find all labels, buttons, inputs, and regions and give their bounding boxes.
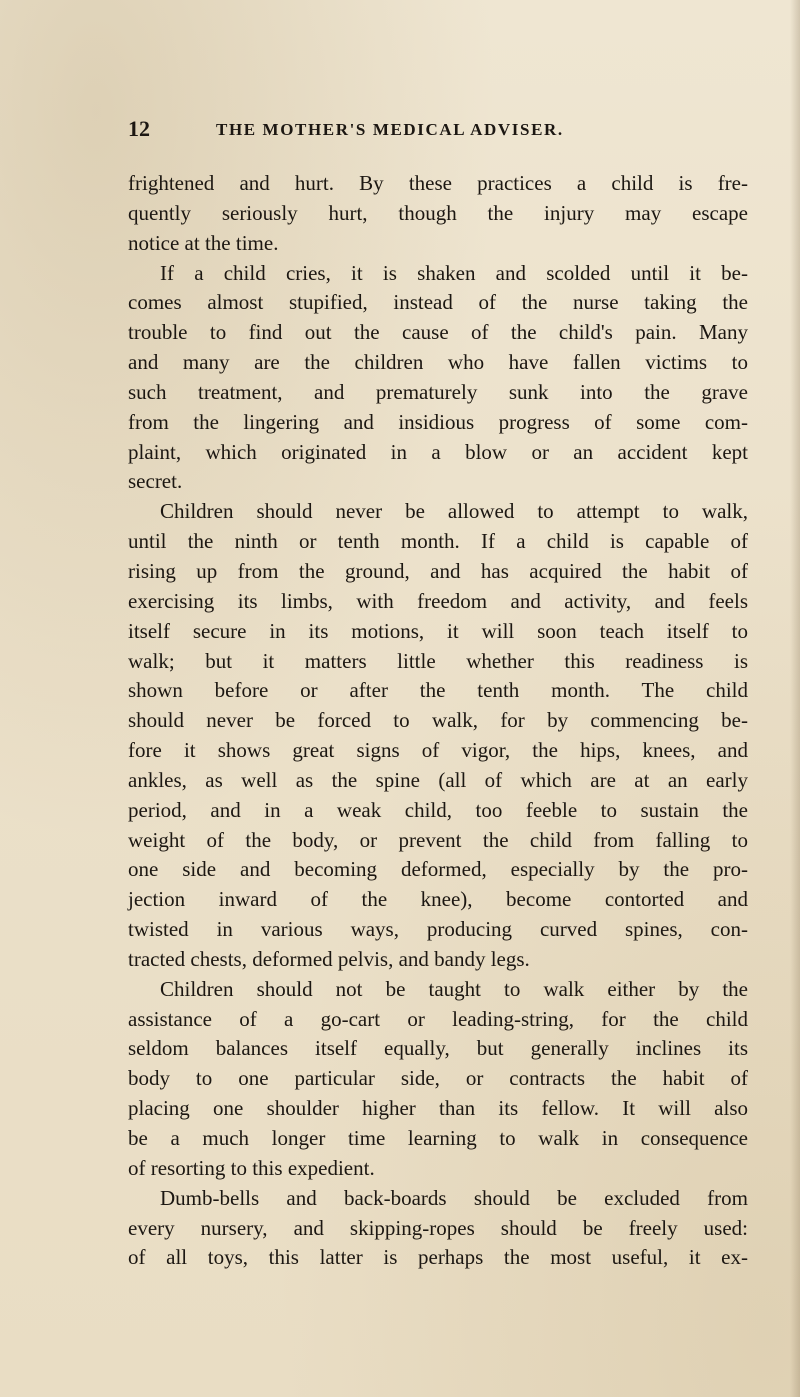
text-line: secret. — [128, 469, 183, 494]
text-line: such treatment, and prematurely sunk into the grave — [128, 379, 748, 404]
text-line: trouble to find out the cause of the child's pain. Many — [128, 320, 748, 345]
text-line: Children should never be allowed to attempt to walk, — [160, 499, 748, 524]
text-line: jection inward of the knee), become contorted and — [128, 887, 748, 912]
text-line: of all toys, this latter is perhaps the most useful, it ex- — [128, 1245, 748, 1270]
text-line: If a child cries, it is shaken and scolded until it be- — [160, 260, 748, 285]
text-line: fore it shows great signs of vigor, the hips, knees, and — [128, 738, 748, 763]
page-number: 12 — [128, 116, 150, 141]
text-line: tracted chests, deformed pelvis, and bandy legs. — [128, 946, 530, 971]
text-line: plaint, which originated in a blow or an accident kept — [128, 439, 748, 464]
text-line: assistance of a go-cart or leading-string, for the child — [128, 1006, 748, 1031]
text-line: notice at the time. — [128, 230, 279, 255]
text-line: walk; but it matters little whether this readiness is — [128, 648, 748, 673]
text-line: be a much longer time learning to walk in consequence — [128, 1126, 748, 1150]
text-line: twisted in various ways, producing curved spines, con- — [128, 917, 748, 942]
text-line: weight of the body, or prevent the child from falling to — [128, 827, 748, 852]
text-line: of resorting to this expedient. — [128, 1155, 375, 1180]
text-line: body to one particular side, or contracts the habit of — [128, 1066, 748, 1091]
text-line: from the lingering and insidious progress of some com- — [128, 409, 748, 434]
text-line: and many are the children who have fallen victims to — [128, 350, 748, 375]
text-line: itself secure in its motions, it will soon teach itself to — [128, 618, 748, 643]
text-line: seldom balances itself equally, but generally inclines its — [128, 1036, 748, 1061]
text-line: one side and becoming deformed, especially by the pro- — [128, 857, 748, 882]
text-line: Dumb-bells and back-boards should be excluded from — [160, 1185, 748, 1210]
body-text — [128, 169, 748, 1273]
running-title: THE MOTHER'S MEDICAL ADVISER. — [216, 120, 564, 139]
text-line: quently seriously hurt, though the injury may escape — [128, 200, 748, 225]
text-line: shown before or after the tenth month. The child — [128, 678, 748, 703]
text-line: until the ninth or tenth month. If a child is capable of — [128, 529, 748, 554]
text-line: every nursery, and skipping-ropes should be freely used: — [128, 1215, 748, 1240]
page-header — [128, 116, 748, 146]
text-line: comes almost stupified, instead of the nurse taking the — [128, 290, 748, 315]
page-edge-shadow — [790, 0, 800, 1397]
text-line: rising up from the ground, and has acquired the habit of — [128, 558, 748, 583]
text-line: should never be forced to walk, for by commencing be- — [128, 708, 748, 733]
text-line: Children should not be taught to walk either by the — [160, 976, 748, 1001]
text-line: placing one shoulder higher than its fellow. It will also — [128, 1096, 748, 1121]
text-line: period, and in a weak child, too feeble to sustain the — [128, 797, 748, 822]
text-line: frightened and hurt. By these practices a child is fre- — [128, 171, 748, 195]
text-line: exercising its limbs, with freedom and activity, and feels — [128, 588, 748, 613]
text-line: ankles, as well as the spine (all of which are at an early — [128, 767, 748, 792]
